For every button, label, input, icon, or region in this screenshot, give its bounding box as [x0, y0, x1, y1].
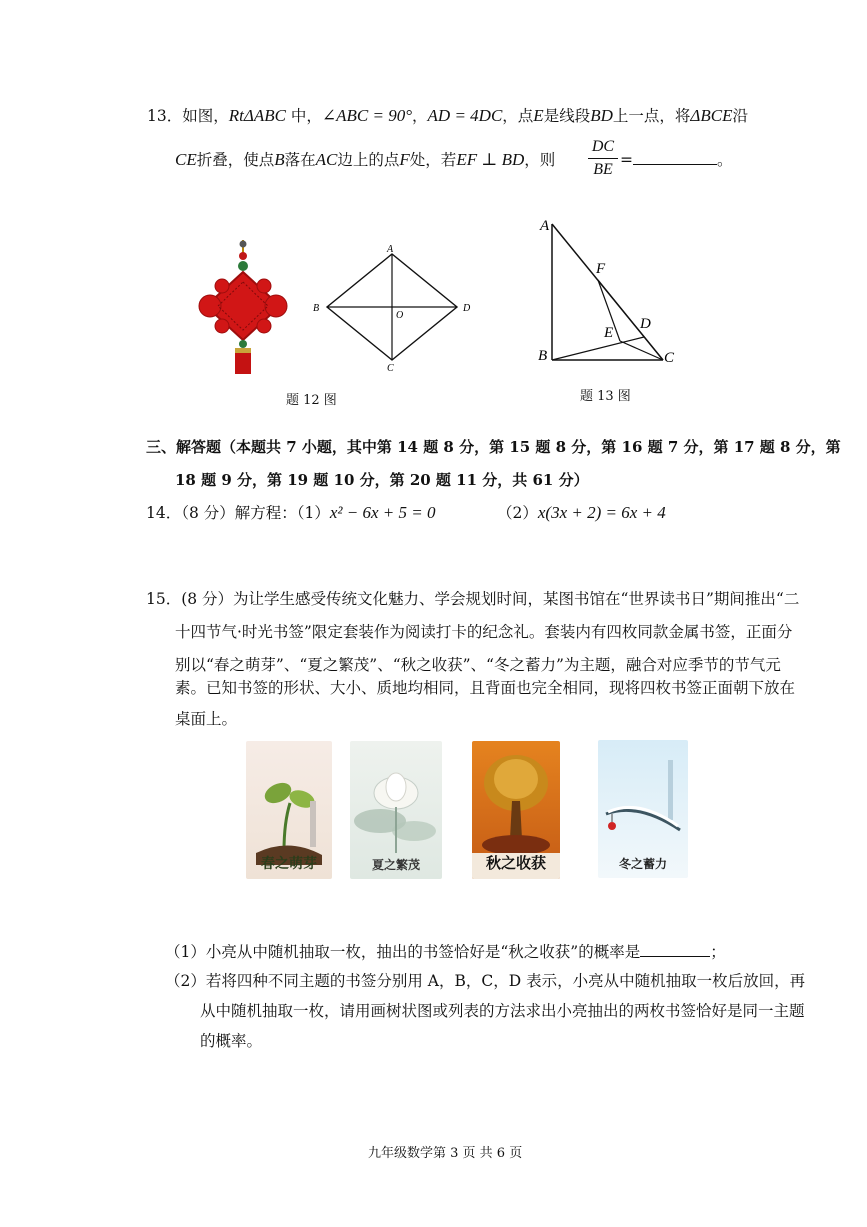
q13-text: 如图，	[182, 107, 229, 125]
q13-math-f: F	[399, 150, 410, 169]
label-a: A	[540, 218, 550, 234]
q14-part2	[497, 503, 666, 523]
q13-math-bce: ΔBCE	[690, 106, 733, 125]
equals-sign: =	[620, 151, 633, 169]
q15-line4: 素。已知书签的形状、大小、质地均相同，且背面也完全相同，现将四枚书签正面朝下放在	[175, 679, 796, 697]
q13-math-e: E	[533, 106, 544, 125]
rhombus-figure	[305, 244, 485, 374]
bookmark-winter	[598, 740, 688, 878]
label-a: A	[387, 244, 394, 255]
q13-text: 落在	[284, 151, 316, 169]
q13-math-rt: RtΔABC	[228, 106, 286, 125]
label-e: E	[604, 325, 614, 341]
q13-text: 。	[717, 151, 733, 169]
q13-number: 13．	[147, 107, 183, 125]
section3-heading-line2: 18 题 9 分，第 19 题 10 分，第 20 题 11 分，共 61 分）	[175, 471, 589, 489]
q13-text: 是线段	[543, 107, 591, 125]
label-b: B	[538, 348, 548, 364]
label-b: B	[313, 303, 320, 314]
section3-heading-line1: 三、解答题（本题共 7 小题，其中第 14 题 8 分，第 15 题 8 分，第 16 题 7 分，第 17 题 8 分，第	[146, 438, 841, 456]
q13-math-ac: AC	[315, 150, 338, 169]
fraction-numerator: DC	[591, 138, 615, 155]
q13-text: 处，若	[409, 151, 457, 169]
answer-blank[interactable]	[633, 150, 717, 165]
q15-line2: 十四节气·时光书签”限定套装作为阅读打卡的纪念礼。套装内有四枚同款金属书签，正面分	[175, 623, 793, 641]
q14-line	[146, 503, 435, 523]
q15-sub2-line3: 的概率。	[200, 1032, 263, 1050]
q13-math-ad: AD = 4DC	[427, 106, 503, 125]
q13-math-efbd: EF ⊥ BD	[456, 150, 525, 169]
bookmark-spring	[246, 741, 332, 879]
q13-math-angle: ∠ABC = 90°	[321, 106, 413, 125]
triangle-figure	[530, 214, 690, 374]
label-c: C	[664, 350, 675, 366]
q13-text: 折叠，使点	[196, 151, 275, 169]
q15-sub1-end: ；	[710, 943, 726, 961]
q13-math-b: B	[274, 150, 285, 169]
q14-equation-1: x² − 6x + 5 = 0	[329, 503, 436, 522]
q13-text: ，点	[502, 107, 534, 125]
q15-line1: 15．(8 分）为让学生感受传统文化魅力、学会规划时间，某图书馆在“世界读书日”期间推出“二	[146, 590, 800, 608]
q14-equation-2: x(3x + 2) = 6x + 4	[537, 503, 666, 522]
q13-answer	[620, 150, 733, 170]
q14-prefix: 14．（8 分）解方程：（1）	[146, 504, 330, 522]
q13-math-bd: BD	[590, 106, 613, 125]
q13-text: 上一点，将	[612, 107, 691, 125]
q15-line5: 桌面上。	[175, 710, 238, 728]
q13-fraction	[588, 138, 618, 179]
q13-text: ，	[412, 107, 428, 125]
bookmark-summer	[350, 741, 442, 879]
bookmark-autumn	[472, 741, 560, 879]
chinese-knot-image	[190, 236, 300, 376]
label-f: F	[596, 261, 606, 277]
q15-sub2-line1: （2）若将四种不同主题的书签分别用 A，B，C，D 表示，小亮从中随机抽取一枚后放回，再	[165, 972, 806, 990]
q15-sub1-text: （1）小亮从中随机抽取一枚，抽出的书签恰好是“秋之收获”的概率是	[165, 943, 641, 961]
page-footer: 九年级数学第 3 页 共 6 页	[368, 1146, 523, 1161]
bookmark-label: 春之萌芽	[261, 856, 317, 872]
label-d: D	[640, 316, 651, 332]
q13-text: 中，	[285, 107, 322, 125]
q14-part2-label: （2）	[497, 504, 538, 522]
q13-text: 边上的点	[337, 151, 400, 169]
bookmark-label: 秋之收获	[485, 854, 546, 872]
label-c: C	[387, 363, 394, 374]
fraction-denominator: BE	[593, 161, 613, 178]
q15-sub1	[165, 942, 726, 962]
bookmark-label: 夏之繁茂	[371, 858, 420, 872]
answer-blank[interactable]	[640, 942, 710, 957]
bookmark-label: 冬之蓄力	[618, 857, 667, 871]
fraction-bar	[588, 158, 618, 159]
label-d: D	[463, 303, 471, 314]
q15-line3: 别以“春之萌芽”、“夏之繁茂”、“秋之收获”、“冬之蓄力”为主题，融合对应季节的节气元	[175, 656, 781, 674]
label-o: O	[396, 310, 404, 321]
q13-line2	[175, 150, 555, 170]
q13-math-ce: CE	[175, 150, 197, 169]
fig12-caption: 题 12 图	[286, 393, 337, 408]
q13-text: 沿	[732, 107, 748, 125]
q13-text: ，则	[524, 151, 556, 169]
q15-sub2-line2: 从中随机抽取一枚，请用画树状图或列表的方法求出小亮抽出的两枚书签恰好是同一主题	[200, 1002, 805, 1020]
q13-line1	[147, 106, 748, 126]
fig13-caption: 题 13 图	[580, 389, 631, 404]
